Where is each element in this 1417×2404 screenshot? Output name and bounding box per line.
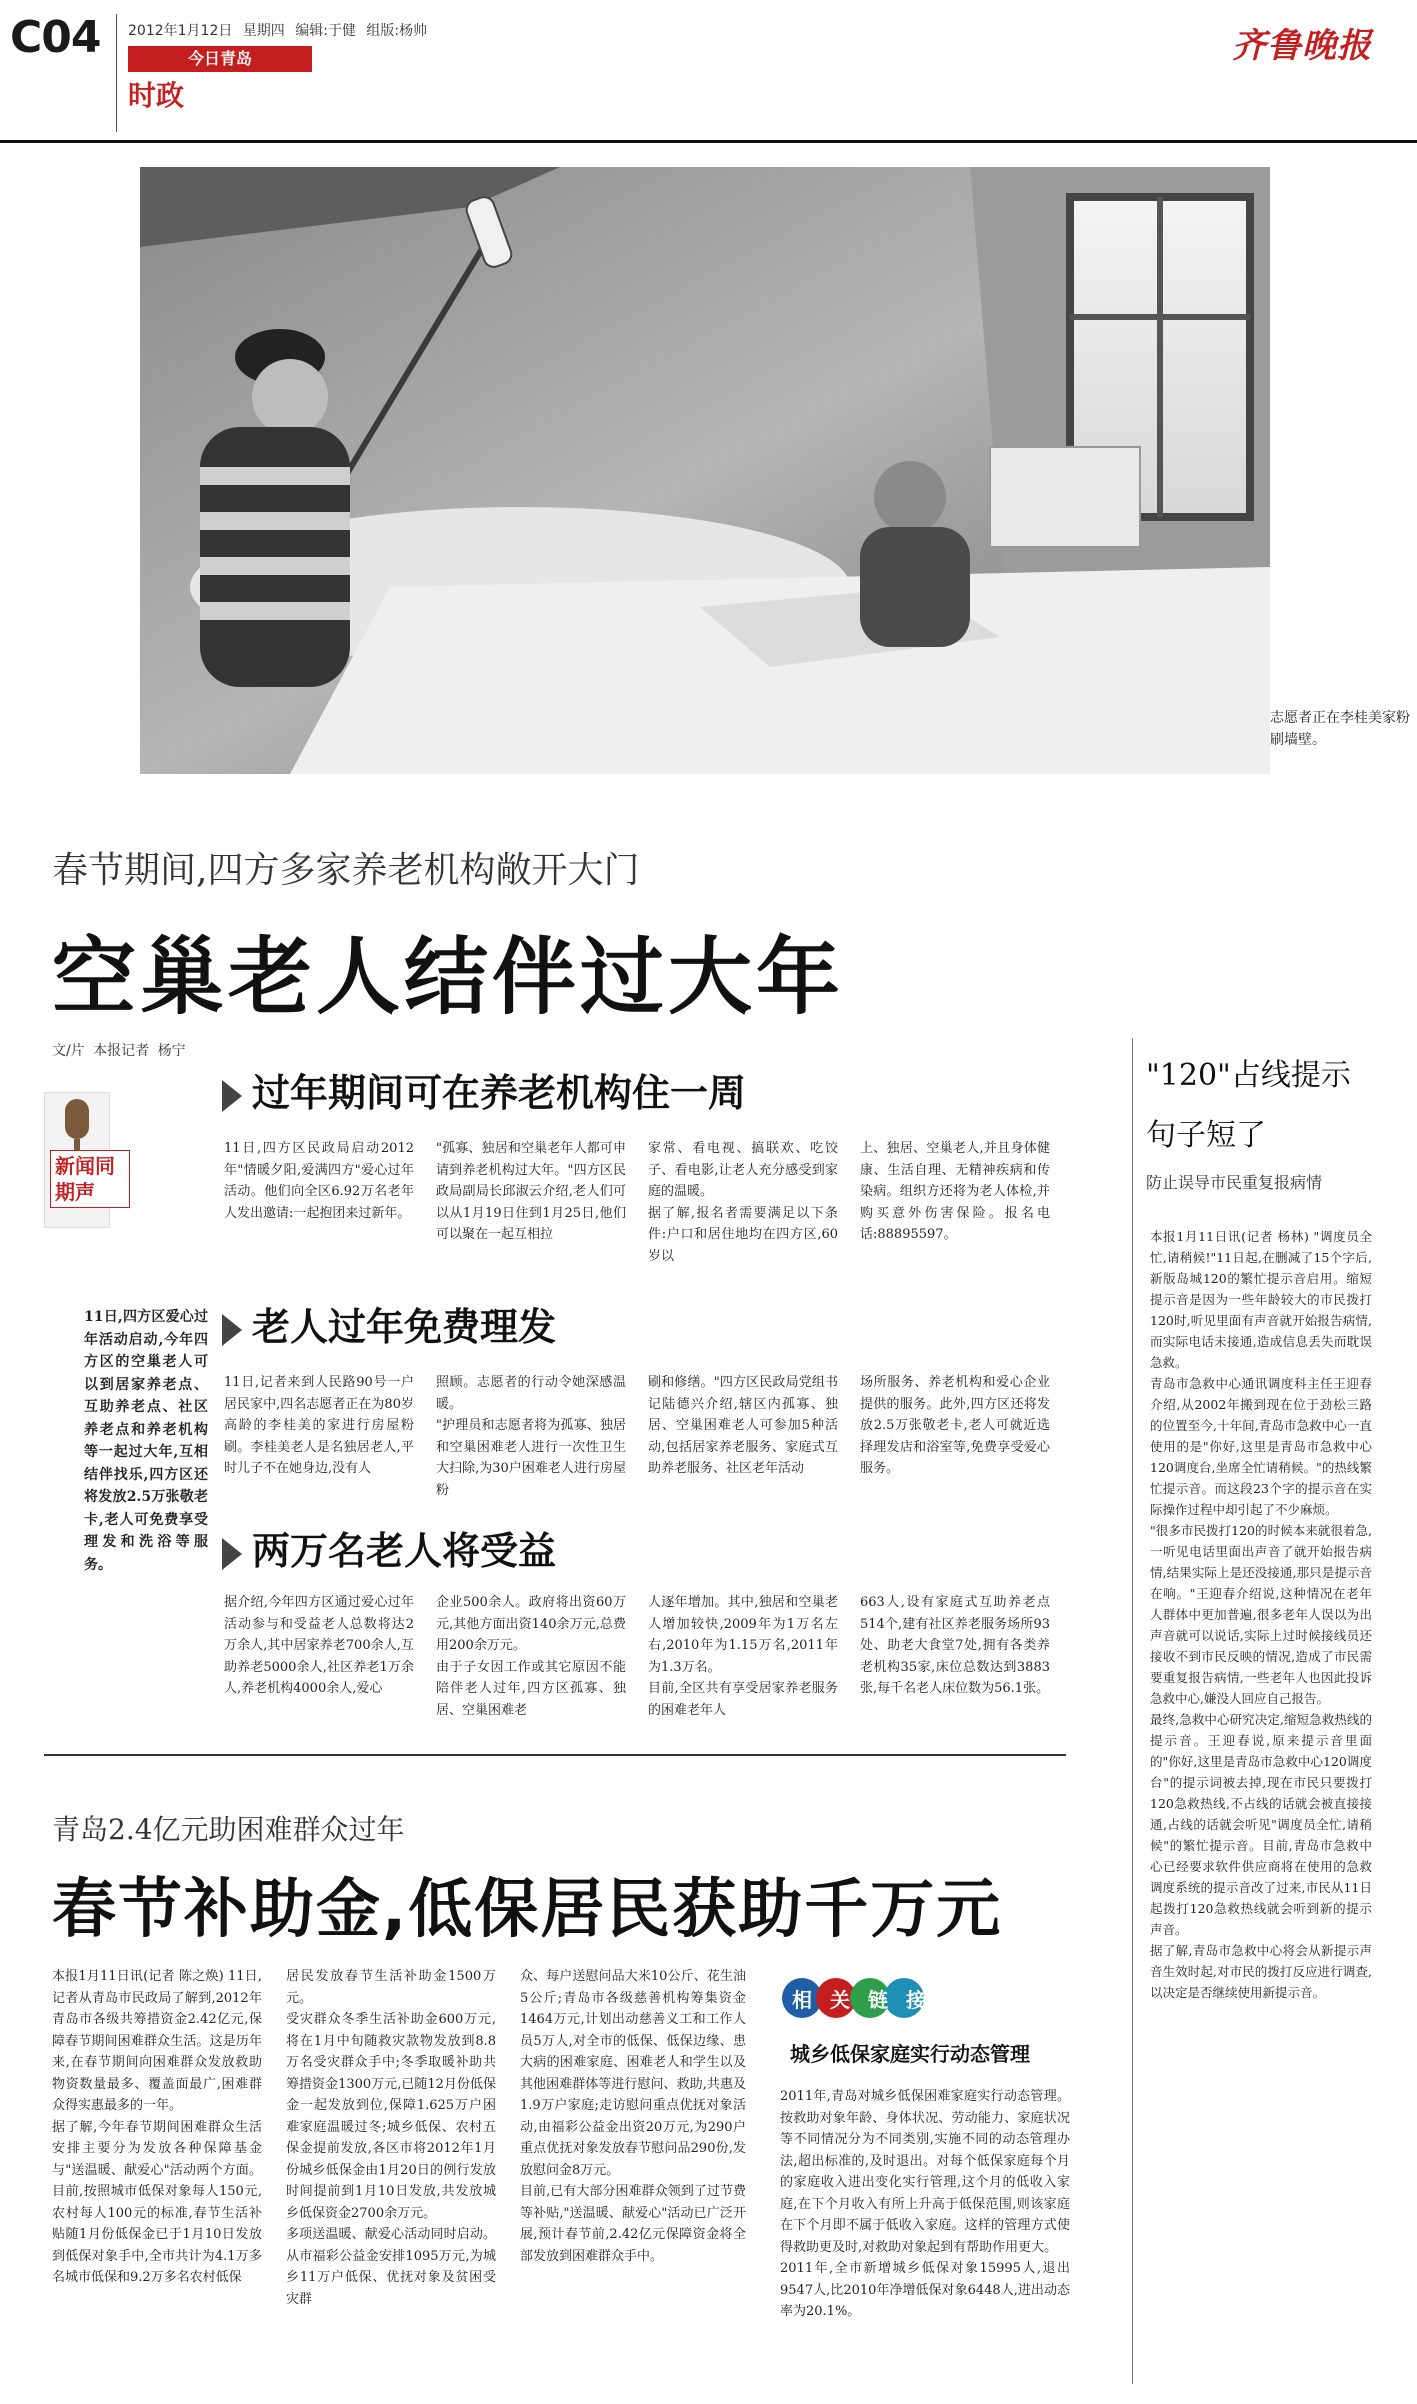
triangle-icon [222, 1080, 242, 1112]
photo-caption: 志愿者正在李桂美家粉刷墙壁。 [1270, 710, 1410, 748]
related-title: 城乡低保家庭实行动态管理 [790, 2042, 1030, 2066]
section-divider [44, 1754, 1066, 1756]
category-label: 时政 [128, 79, 185, 112]
triangle-icon [222, 1538, 242, 1570]
section-label: 今日青岛 [128, 46, 312, 72]
story1-sub3-col3: 人逐年增加。其中,独居和空巢老人增加较快,2009年为1万名左右,2010年为1.15万名,2011年为1.3万名。 目前,全区共有享受居家养老服务的困难老年人 [648, 1595, 838, 1718]
subhead-text: 两万名老人将受益 [252, 1529, 557, 1573]
header-meta: 2012年1月12日 星期四 编辑:于健 组版:杨帅 [128, 23, 428, 39]
subhead-text: 老人过年免费理发 [252, 1305, 557, 1349]
story1-sub1-col4: 上、独居、空巢老人,并且身体健康、生活自理、无精神疾病和传染病。组织方还将为老人体检,并购买意外伤害保险。报名电话:88895597。 [860, 1141, 1050, 1242]
story1-sub3-col4: 663人,设有家庭式互助养老点514个,建有社区养老服务场所93处、助老大食堂7处,拥有各类养老机构35家,床位总数达到3883张,每千名老人床位数为56.1张。 [860, 1595, 1050, 1696]
related-tag [780, 1976, 944, 2020]
sidebar-body: 本报1月11日讯(记者 杨林) "调度员全忙,请稍候!"11日起,在删减了15个字后,新版岛城120的繁忙提示音启用。缩短提示音是因为一些年龄较大的市民拨打120时,听见里面有声音就开始报告病情,而实际电话未接通,造成信息丢失而耽误急救。 青岛市急救中心通讯调度科主任王迎春介绍,从2002年搬到现在位于劲松三路的位置至今,十年间,青岛市急救中心一直使用的是"你好,这里是青岛市急救中心120调度台,坐席全忙请稍候。"的热线繁忙提示音。而这段23个字的提示音在实际操作过程中却引起了不少麻烦。 "很多市民拨打120的时候本来就很着急,一听见电话里面出声音了就开始报告病情,结果实际上是还没接通,那只是提示音在响。"王迎春介绍说,这种情况在老年人群体中更加普遍,很多老年人误以为出声音就可以说话,实际上过时候接线员还接收不到市民反映的情况,造成了市民需要重复报告病情,一些老年人也因此投诉急救中心,嫌没人回应自己报告。 最终,急救中心研究决定,缩短急救热线的提示音。王迎春说,原来提示音里面的"你好,这里是青岛市急救中心120调度台"的提示词被去掉,现在市民只要拨打120急救热线,不占线的话就会被直接接通,占线的话就会听见"调度员全忙,请稍候"的繁忙提示音。目前,青岛市急救中心已经要求软件供应商将在使用的急救调度系统的提示音改了过来,市民从11日起拨打120急救热线就会听到新的提示声音。 据了解,青岛市急救中心将会从新提示声音生效时起,对市民的拨打反应进行调查,以决定是否继续使用新提示音。 [1150, 1229, 1372, 2000]
header-rule [0, 140, 1417, 143]
story1-sub3-col1: 据介绍,今年四方区通过爱心过年活动参与和受益老人总数将达2万余人,其中居家养老700余人,互助养老5000余人,社区养老1万余人,养老机构4000余人,爱心 [224, 1595, 414, 1696]
story2-col1: 本报1月11日讯(记者 陈之焕) 11日,记者从青岛市民政局了解到,2012年青岛市各级共筹措资金2.42亿元,保障春节期间困难群众生活。这是历年来,在春节期间向困难群众发放救助物资数量最多、覆盖面最广,困难群众得实惠最多的一年。 据了解,今年春节期间困难群众生活安排主要分为发放各种保障基金与"送温暖、献爱心"活动两个方面。目前,按照城市低保对象每人150元,农村每人100元的标准,春节生活补贴随1月份低保金已于1月10日发放到低保对象手中,全市共计为4.1万多名城市低保和9.2万多名农村低保 [52, 1969, 262, 2285]
sidebar-headline-2: 句子短了 [1146, 1118, 1266, 1153]
story1-kicker: 春节期间,四方多家养老机构敞开大门 [52, 850, 640, 891]
news-photo [140, 167, 1270, 774]
related-body: 2011年,青岛对城乡低保困难家庭实行动态管理。按救助对象年龄、身体状况、劳动能力、家庭状况等不同情况分为不同类别,实施不同的动态管理办法,超出标准的,及时退出。对每个低保家庭每个月的家庭收入进出变化实行管理,这个月的低收入家庭,在下个月收入有所上升高于低保范围,则该家庭在下个月即不属于低收入家庭。这样的管理方式使得救助更及时,对救助对象起到有帮助作用更大。 2011年,全市新增城乡低保对象15995人,退出9547人,比2010年净增低保对象6448人,进出动态率为20.1%。 [780, 2089, 1070, 2319]
related-tag-label: 相关链接 [792, 1988, 944, 2012]
story1-byline: 文/片 本报记者 杨宁 [52, 1043, 186, 1059]
story1-sub2-col2: 照顾。志愿者的行动令她深感温暖。 "护理员和志愿者将为孤寡、独居和空巢困难老人进行一次性卫生大扫除,为30户困难老人进行房屋粉 [436, 1375, 626, 1498]
page-number: C04 [10, 12, 101, 63]
sidebar-subhead: 防止误导市民重复报病情 [1146, 1173, 1323, 1192]
newspaper-logo: 齐鲁晚报 [1232, 26, 1372, 66]
header-divider [116, 14, 117, 132]
volunteer-painting-photo [140, 167, 1270, 774]
story1-sub1-col2: "孤寡、独居和空巢老年人都可申请到养老机构过大年。"四方区民政局副局长邱淑云介绍,老人们可以从1月19日住到1月25日,他们可以聚在一起互相拉 [436, 1141, 626, 1242]
story1-sub1-col1: 11日,四方区民政局启动2012年"情暖夕阳,爱满四方"爱心过年活动。他们向全区6.92万名老年人发出邀请:一起抱团来过新年。 [224, 1141, 414, 1221]
story2-col2: 居民发放春节生活补助金1500万元。 受灾群众冬季生活补助金600万元,将在1月中旬随救灾款物发放到8.8万名受灾群众手中;冬季取暖补助共筹措资金1300万元,已随12月份低保金一起发放到位,保障1.625万户困难家庭温暖过冬;城乡低保、农村五保金提前发放,各区市将2012年1月份城乡低保金由1月20日的例行发放时间提前到1月10日发放,共发放城乡低保资金2700余万元。 多项送温暖、献爱心活动同时启动。从市福彩公益金安排1095万元,为城乡11万户低保、优抚对象及贫困受灾群 [286, 1969, 496, 2307]
news-badge-label: 新闻同期声 [55, 1154, 115, 1204]
story2-headline: 春节补助金,低保居民获助千万元 [52, 1873, 1003, 1947]
story1-subhead-1 [222, 1062, 746, 1117]
story1-sub2-col3: 刷和修缮。"四方区民政局党组书记陆德兴介绍,辖区内孤寡、独居、空巢困难老人可参加5种活动,包括居家养老服务、家庭式互助养老服务、社区老年活动 [648, 1375, 838, 1476]
story1-sub3-col2: 企业500余人。政府将出资60万元,其他方面出资140余万元,总费用200余万元。 由于子女因工作或其它原因不能陪伴老人过年,四方区孤寡、独居、空巢困难老 [436, 1595, 626, 1718]
story1-headline: 空巢老人结伴过大年 [52, 928, 845, 1026]
sidebar-divider [1132, 1038, 1133, 2384]
triangle-icon [222, 1314, 242, 1346]
story1-sub2-col1: 11日,记者来到人民路90号一户居民家中,四名志愿者正在为80岁高龄的李桂美的家进行房屋粉刷。李桂美老人是名独居老人,平时儿子不在她身边,没有人 [224, 1375, 414, 1476]
news-badge [50, 1150, 130, 1208]
sidebar-headline-1: "120"占线提示 [1146, 1058, 1351, 1093]
story2-col3: 众、每户送慰问品大米10公斤、花生油5公斤;青岛市各级慈善机构筹集资金1464万元,计划出动慈善义工和工作人员5万人,对全市的低保、低保边缘、患大病的困难家庭、困难老人和学生以及其他困难群体等进行慰问、救助,共惠及1.9万户家庭;走访慰问重点优抚对象活动,由福彩公益金出资20万元,为290户重点优抚对象发放春节慰问品290份,发放慰问金8万元。 目前,已有大部分困难群众领到了过节费等补贴,"送温暖、献爱心"活动已广泛开展,预计春节前,2.42亿元保障资金将全部发放到困难群众手中。 [520, 1969, 746, 2264]
story1-subhead-2 [222, 1296, 556, 1351]
story1-sub1-col3: 家常、看电视、搞联欢、吃饺子、看电影,让老人充分感受到家庭的温暖。 据了解,报名者需要满足以下条件:户口和居住地均在四方区,60岁以 [648, 1141, 838, 1264]
story2-kicker: 青岛2.4亿元助困难群众过年 [52, 1813, 405, 1846]
subhead-text: 过年期间可在养老机构住一周 [252, 1071, 747, 1115]
story1-subhead-3 [222, 1520, 556, 1575]
story1-lead: 11日,四方区爱心过年活动启动,今年四方区的空巢老人可以到居家养老点、互助养老点、社区养老点和养老机构等一起过大年,互相结伴找乐,四方区还将发放2.5万张敬老卡,老人可免费享受理发和洗浴等服务。 [84, 1309, 208, 1573]
story1-sub2-col4: 场所服务、养老机构和爱心企业提供的服务。此外,四方区还将发放2.5万张敬老卡,老人可就近选择理发店和浴室等,免费享受爱心服务。 [860, 1375, 1050, 1476]
